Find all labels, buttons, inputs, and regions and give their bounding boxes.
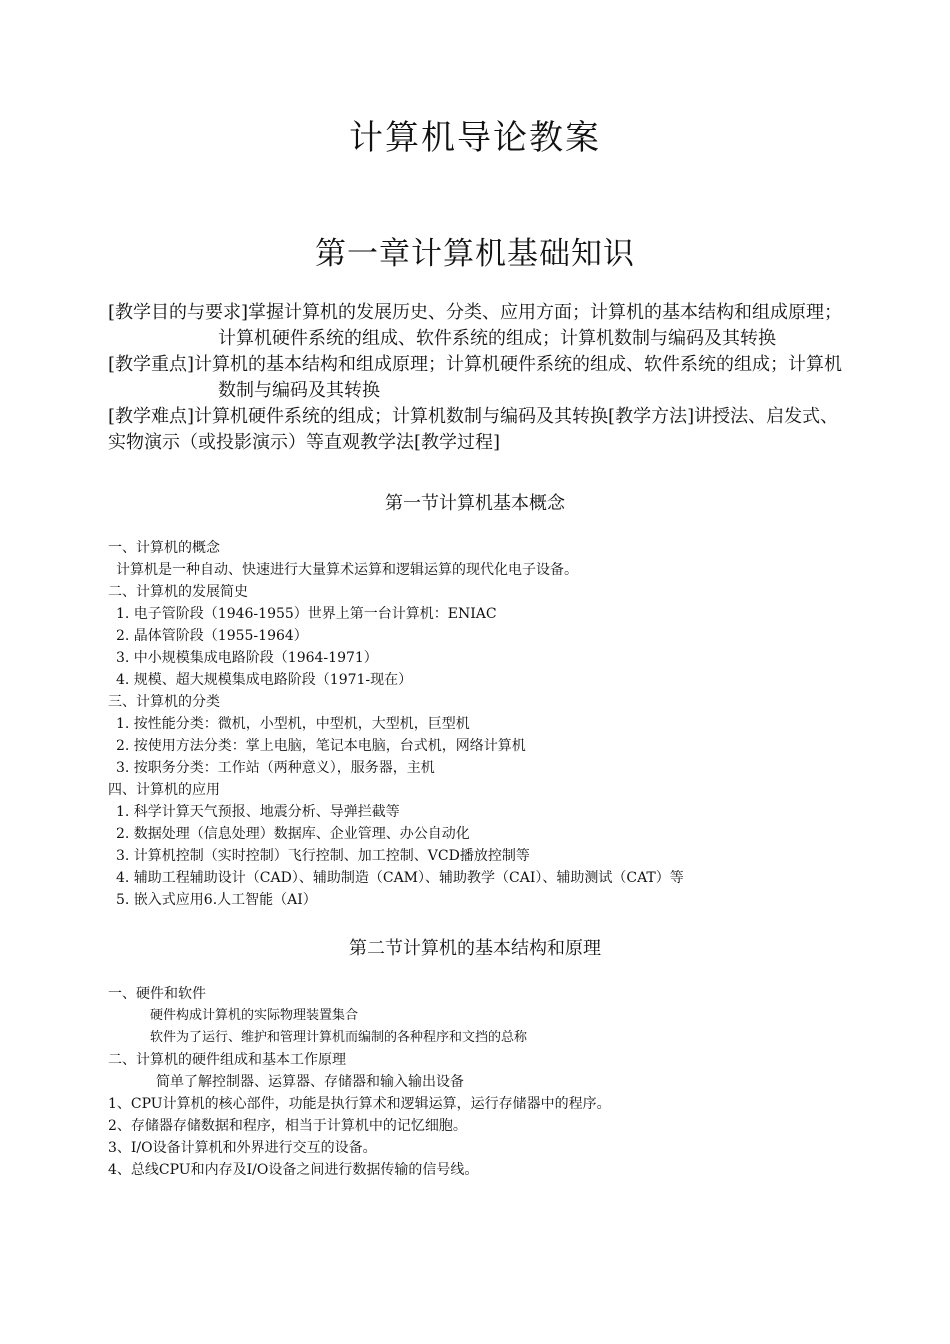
list-heading: 2、存储器存储数据和程序，相当于计算机中的记忆细胞。: [108, 1118, 467, 1134]
list-item: 4. 规模、超大规模集成电路阶段（1971-现在）: [116, 672, 413, 688]
list-item: 3. 计算机控制（实时控制）飞行控制、加工控制、VCD播放控制等: [116, 848, 530, 864]
section1-title: 第一节计算机基本概念: [385, 493, 565, 514]
list-item: 计算机是一种自动、快速进行大量算术运算和逻辑运算的现代化电子设备。: [116, 562, 578, 578]
list-item: 1. 按性能分类：微机，小型机，中型机，大型机，巨型机: [116, 716, 470, 732]
section1-content: [108, 537, 888, 911]
list-item: 5. 嵌入式应用6.人工智能（AI）: [116, 892, 317, 908]
list-item: 2. 按使用方法分类：掌上电脑，笔记本电脑，台式机，网络计算机: [116, 738, 526, 754]
list-heading: 一、硬件和软件: [108, 986, 206, 1002]
list-heading: 一、计算机的概念: [108, 540, 220, 556]
list-item: 1. 科学计算天气预报、地震分析、导弹拦截等: [116, 804, 400, 820]
list-heading: 三、计算机的分类: [108, 694, 220, 710]
section2-content: [108, 983, 888, 1181]
list-heading: 4、总线CPU和内存及I/O设备之间进行数据传输的信号线。: [108, 1162, 479, 1178]
teaching-difficulties: [教学难点]计算机硬件系统的组成；计算机数制与编码及其转换[教学方法]讲授法、启发式、实物演示（或投影演示）等直观教学法[教学过程]: [108, 406, 839, 453]
list-heading: 二、计算机的发展简史: [108, 584, 248, 600]
list-item: 简单了解控制器、运算器、存储器和输入输出设备: [156, 1074, 464, 1090]
list-item: 2. 数据处理（信息处理）数据库、企业管理、办公自动化: [116, 826, 470, 842]
list-item: 4. 辅助工程辅助设计（CAD）、辅助制造（CAM）、辅助教学（CAI）、辅助测试（CAT）等: [116, 870, 684, 886]
list-heading: 3、I/O设备计算机和外界进行交互的设备。: [108, 1140, 377, 1156]
teaching-key-points: [教学重点]计算机的基本结构和组成原理；计算机硬件系统的组成、软件系统的组成；计算机数制与编码及其转换: [108, 354, 843, 401]
list-item: 2. 晶体管阶段（1955-1964）: [116, 628, 308, 644]
list-item: 1. 电子管阶段（1946-1955）世界上第一台计算机：ENIAC: [116, 606, 497, 622]
section2-title: 第二节计算机的基本结构和原理: [349, 938, 601, 959]
list-item: 软件为了运行、维护和管理计算机而编制的各种程序和文挡的总称: [150, 1030, 528, 1045]
list-item: 3. 按职务分类：工作站（两种意义），服务器，主机: [116, 760, 435, 776]
document-title: 计算机导论教案: [349, 118, 601, 158]
objectives-block: [108, 300, 848, 456]
list-item: 3. 中小规模集成电路阶段（1964-1971）: [116, 650, 378, 666]
teaching-goal: [教学目的与要求]掌握计算机的发展历史、分类、应用方面；计算机的基本结构和组成原理；计算机硬件系统的组成、软件系统的组成；计算机数制与编码及其转换: [108, 302, 843, 349]
list-heading: 四、计算机的应用: [108, 782, 220, 798]
list-item: 硬件构成计算机的实际物理装置集合: [150, 1008, 359, 1023]
list-heading: 二、计算机的硬件组成和基本工作原理: [108, 1052, 346, 1068]
chapter-title: 第一章计算机基础知识: [315, 236, 635, 272]
list-heading: 1、CPU计算机的核心部件，功能是执行算术和逻辑运算，运行存储器中的程序。: [108, 1096, 611, 1112]
